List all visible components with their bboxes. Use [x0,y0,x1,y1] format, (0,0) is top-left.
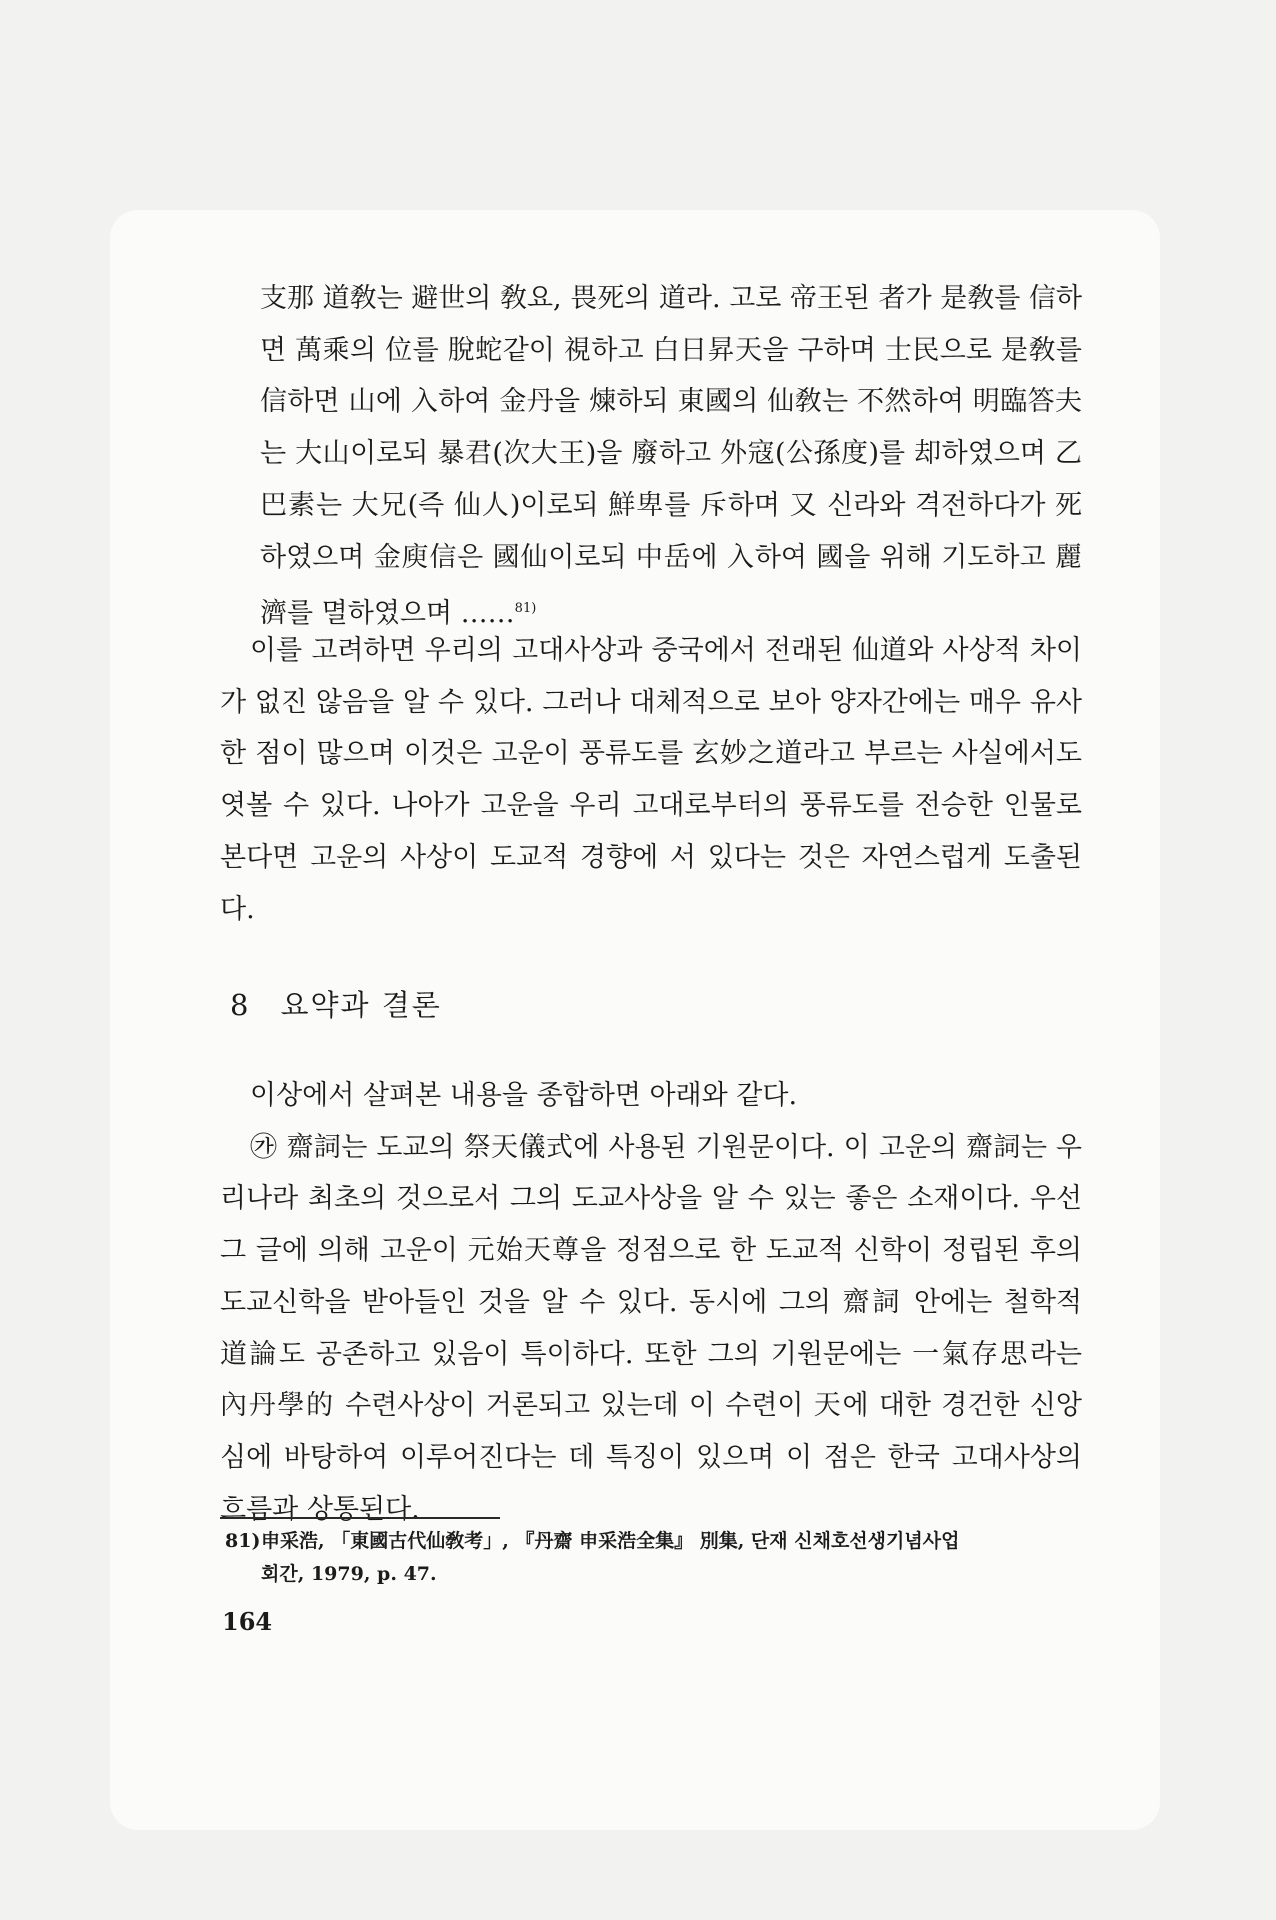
paragraph-text: 이를 고려하면 우리의 고대사상과 중국에서 전래된 仙道와 사상적 차이가 없진 않음을 알 수 있다. 그러나 대체적으로 보아 양자간에는 매우 유사한 점이 많으며 이것은 고운이 풍류도를 玄妙之道라고 부르는 사실에서도 엿볼 수 있다. 나아가 고운을 우리 고대로부터의 풍류도를 전승한 인물로 본다면 고운의 사상이 도교적 경향에 서 있다는 것은 자연스럽게 도출된다. [220,635,1082,925]
footnote-line [225,1525,1085,1558]
footnote-number: 81) [225,1530,261,1552]
section-title: 요약과 결론 [280,988,442,1022]
quote-body: 支那 道敎는 避世의 敎요, 畏死의 道라. 고로 帝王된 者가 是敎를 信하면 萬乘의 位를 脫蛇같이 視하고 白日昇天을 구하며 士民으로 是敎를 信하면 山에 入하여 金丹을 煉하되 東國의 仙敎는 不然하여 明臨答夫는 大山이로되 暴君(次大王)을 廢하고 外寇(公孫度)를 却하였으며 乙巴素는 大兄(즉 仙人)이로되 鮮卑를 斥하며 又 신라와 격전하다가 死하였으며 金庾信은 國仙이로되 中岳에 入하여 國을 위해 기도하고 麗濟를 멸하였으며 …… [260,283,1082,630]
item-text: 齋詞는 도교의 祭天儀式에 사용된 기원문이다. 이 고운의 齋詞는 우리나라 최초의 것으로서 그의 도교사상을 알 수 있는 좋은 소재이다. 우선 그 글에 의해 고운이 元始天尊을 정점으로 한 도교적 신학이 정립된 후의 도교신학을 받아들인 것을 알 수 있다. 동시에 그의 齋詞 안에는 철학적 道論도 공존하고 있음이 특이하다. 또한 그의 기원문에는 一氣存思라는 內丹學的 수련사상이 거론되고 있는데 이 수련이 天에 대한 경건한 신앙심에 바탕하여 이루어진다는 데 특징이 있으며 이 점은 한국 고대사상의 흐름과 상통된다. [220,1131,1082,1525]
item-marker: ㉮ [250,1131,278,1163]
conclusion-item [220,1122,1082,1536]
body-paragraph [220,625,1082,935]
footnote-ref: 81) [514,601,537,617]
footnote-continuation: 회간, 1979, p. 47. [261,1563,437,1585]
conclusion-intro: 이상에서 살펴본 내용을 종합하면 아래와 같다. [250,1080,798,1111]
section-number: 8 [230,988,251,1022]
conclusion-block [220,1070,1082,1535]
block-quote [220,273,1082,640]
footnote-text: 申采浩, 「東國古代仙敎考」, 『丹齋 申采浩全集』 別集, 단재 신채호선생기념사업 [261,1530,960,1552]
footnote [225,1525,1085,1591]
footnote-divider [220,1517,500,1519]
quote-text [220,273,1082,640]
page-number: 164 [222,1607,273,1636]
section-heading [230,983,442,1024]
